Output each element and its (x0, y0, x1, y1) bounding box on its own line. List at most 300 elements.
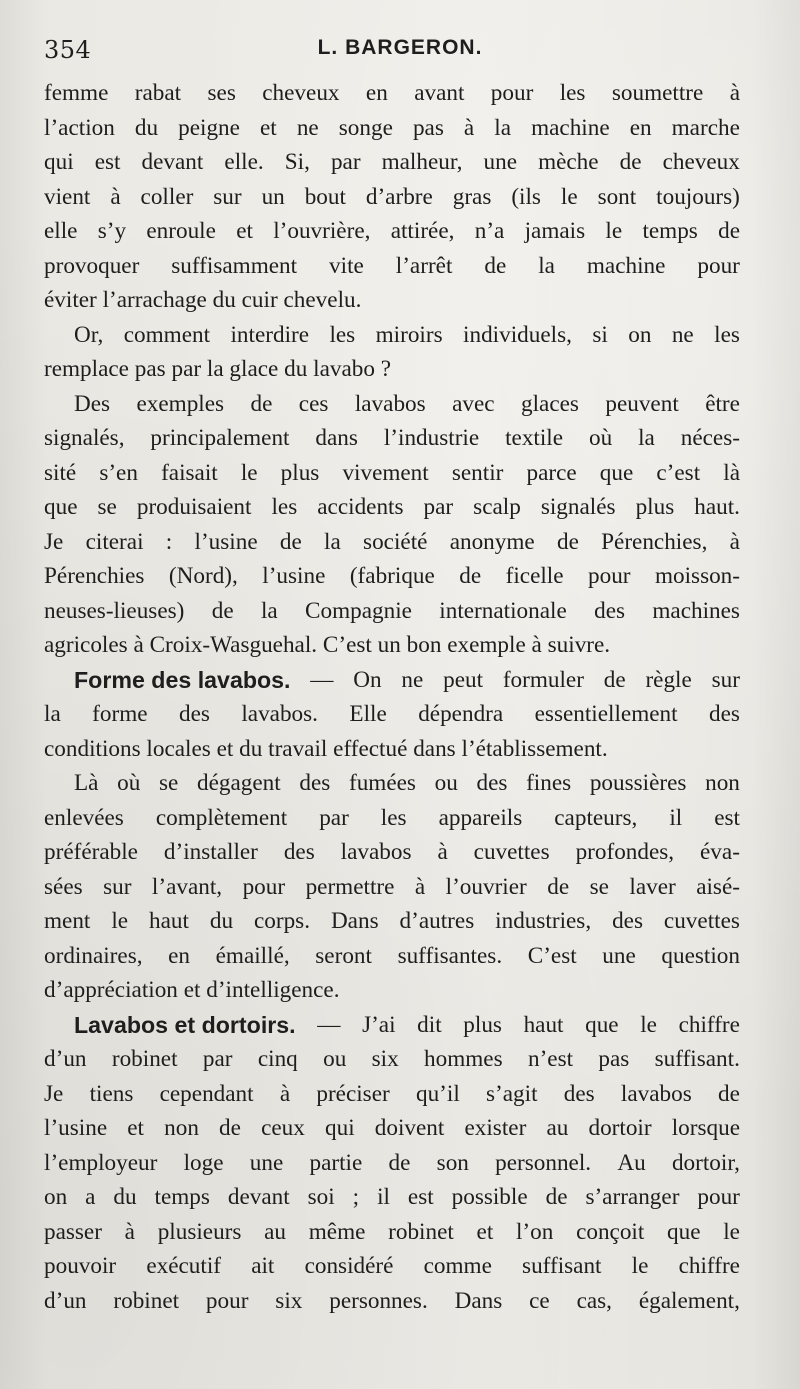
word: ce (529, 1287, 550, 1314)
word: d’appréciation (44, 977, 178, 1003)
word: suffisant. (654, 1046, 740, 1072)
word: des (283, 839, 315, 865)
word: Croix-Wasguehal. (149, 632, 318, 658)
word: à (124, 1218, 135, 1245)
word: parce (526, 459, 577, 486)
word: le (111, 908, 129, 934)
word: complètement (155, 804, 288, 831)
text-line (44, 973, 740, 1008)
word: ou (434, 770, 458, 796)
word: éviter (44, 287, 97, 313)
word: interdire (230, 321, 310, 348)
text-line (44, 387, 740, 422)
word: locales (146, 735, 211, 762)
text-line (44, 352, 740, 387)
word: n’a (474, 218, 505, 244)
text-line (44, 249, 740, 284)
word: passer (44, 1218, 102, 1245)
word: l’on (515, 1218, 554, 1245)
text-line (44, 766, 740, 801)
word: d’installer (163, 839, 258, 865)
text-line (44, 145, 740, 180)
word: cuvettes (663, 908, 740, 934)
word: le (631, 1253, 649, 1279)
text-line (44, 1042, 740, 1077)
word: l’ouvrier (445, 873, 527, 900)
word: suivre. (547, 632, 611, 658)
word: Pérenchies (44, 563, 145, 589)
text-line (44, 456, 740, 491)
word: ceux (261, 1115, 305, 1141)
running-head: L. BARGERON. (317, 36, 483, 59)
word: dortoir (588, 1115, 652, 1141)
word: cinq (257, 1046, 298, 1072)
word: sur (213, 183, 242, 210)
word: cheveux (662, 149, 740, 175)
word: poussières (589, 770, 687, 796)
word: corps. (253, 908, 310, 934)
word: personnel. (495, 1149, 592, 1176)
word: lavabos (354, 390, 426, 417)
word: plus (635, 494, 675, 520)
word: ait (251, 1253, 275, 1279)
word: plus (463, 1011, 502, 1038)
text-line (44, 1008, 740, 1043)
word: l’employeur (44, 1149, 158, 1176)
word: ne (296, 114, 319, 141)
word: même (308, 1218, 366, 1245)
word: émaillé, (215, 942, 290, 969)
section-heading: Forme des lavabos. (74, 666, 291, 693)
word: a (85, 1184, 96, 1210)
word: dortoir, (671, 1149, 740, 1176)
word: qui (44, 149, 74, 175)
word: ment (44, 908, 91, 934)
word: à (729, 528, 740, 555)
word: Je (44, 528, 64, 555)
word: ordinaires, (44, 942, 143, 969)
word: un (377, 632, 401, 658)
word: chiffre (678, 1253, 740, 1279)
text-line (44, 1180, 740, 1215)
word: là (723, 459, 740, 486)
text-line (44, 904, 740, 939)
word: par (202, 1046, 233, 1072)
word: et (476, 1218, 494, 1245)
word: cuvettes (473, 839, 550, 865)
word: non (705, 770, 740, 796)
word: du (113, 1184, 137, 1210)
word: d’intelligence. (206, 977, 340, 1003)
word: : (165, 528, 173, 555)
word: ou (323, 1046, 347, 1072)
word: du (134, 114, 159, 141)
word: soi (307, 1184, 335, 1210)
page-header (44, 32, 756, 66)
word: conditions (44, 735, 141, 762)
word: le (723, 1218, 740, 1245)
word: pour (697, 252, 740, 279)
text-line (44, 870, 740, 905)
word: d’autres (399, 908, 475, 934)
word: se (589, 873, 609, 900)
word: chiffre (678, 1011, 740, 1038)
word: formuler (502, 666, 584, 693)
word: à (279, 1080, 291, 1107)
word: peuvent (605, 390, 679, 417)
word: en (629, 114, 652, 141)
word: que (44, 494, 78, 520)
word: plusieurs (157, 1218, 242, 1245)
word: des (594, 597, 626, 624)
word: elle. (224, 149, 264, 175)
word: par (171, 356, 202, 382)
word: s’en (99, 459, 138, 486)
word: avec (452, 390, 495, 417)
word: on (44, 1184, 68, 1210)
word: qui (325, 1115, 355, 1141)
word: la (260, 597, 278, 624)
word: essentiellement (534, 701, 678, 727)
word: peigne (178, 114, 240, 141)
word: (Nord), (168, 563, 238, 589)
word: et (236, 218, 253, 244)
word: l’ouvrière, (273, 218, 371, 244)
word: glaces (521, 390, 579, 417)
word: travail (268, 735, 328, 762)
word: machine (586, 252, 666, 279)
word: produisaient (136, 494, 252, 520)
word: en (168, 942, 191, 969)
text-line (44, 1284, 740, 1319)
word: glace (229, 356, 279, 382)
word: il (669, 804, 683, 831)
word: à (437, 839, 448, 865)
word: profondes, (575, 839, 675, 865)
word: Je (44, 1080, 64, 1107)
word: l’arrachage (102, 287, 207, 313)
word: le (560, 183, 578, 210)
word: temps (154, 1184, 210, 1210)
word: la (638, 425, 655, 451)
word: possible (451, 1184, 528, 1210)
word: capteurs, (554, 804, 638, 831)
word: pour (490, 80, 534, 106)
word: soumettre (611, 80, 704, 106)
word: seront (315, 942, 372, 969)
word: Si, (284, 149, 310, 175)
word: sées (44, 873, 83, 900)
word: marche (671, 114, 740, 141)
word: toujours) (656, 183, 740, 210)
word: effectué (333, 735, 408, 762)
word: personnes. (329, 1287, 428, 1314)
text-line (44, 939, 740, 974)
word: vient (44, 183, 91, 210)
text-line (44, 732, 740, 767)
text-line (44, 283, 740, 318)
word: lavabos. (241, 701, 318, 727)
text-line (44, 1249, 740, 1284)
word: — (310, 666, 334, 693)
word: robinet (111, 1046, 178, 1072)
word: — (317, 1011, 341, 1038)
word: par (319, 804, 349, 831)
word: de (279, 528, 302, 555)
text-line (44, 76, 740, 111)
word: en (365, 80, 388, 106)
word: haut (523, 1011, 564, 1038)
word: on (628, 321, 652, 348)
word: vite (329, 252, 364, 279)
word: loge (183, 1149, 224, 1176)
word: n’est (527, 1046, 574, 1072)
word: appareils (438, 804, 523, 831)
word: ; (352, 1184, 360, 1210)
word: comment (123, 321, 211, 348)
page-number: 354 (44, 36, 92, 64)
word: peut (443, 666, 484, 693)
word: enlevées (44, 804, 124, 831)
word: son (436, 1149, 469, 1176)
word: comme (423, 1253, 492, 1279)
word: ces (298, 390, 329, 417)
word: C’est (322, 632, 372, 658)
word: de (219, 1115, 241, 1141)
word: permettre (305, 873, 395, 900)
word: l’industrie (383, 425, 480, 451)
word: neuses-lieuses) (44, 597, 185, 624)
word: l’arrêt (395, 252, 453, 279)
word: faisait (161, 459, 218, 486)
word: lorsque (671, 1115, 740, 1141)
text-line (44, 111, 740, 146)
word: doivent (374, 1115, 445, 1141)
word: dit (417, 1011, 442, 1038)
word: c’est (656, 459, 701, 486)
text-line (44, 1077, 740, 1112)
word: au (546, 1115, 569, 1141)
word: l’usine (44, 1115, 108, 1141)
word: est (407, 1184, 434, 1210)
word: et (260, 114, 277, 141)
word: exemple (447, 632, 526, 658)
word: qu’il (415, 1080, 460, 1107)
word: exemples (136, 390, 225, 417)
word: des (563, 1080, 595, 1107)
word: la (324, 528, 341, 555)
word: elle (44, 218, 78, 244)
word: gras (452, 183, 492, 210)
word: que (599, 459, 634, 486)
word: remplace (44, 356, 129, 382)
word: société (363, 528, 428, 555)
word: une (483, 149, 517, 175)
word: de (211, 597, 234, 624)
word: à (729, 80, 740, 106)
word: de (545, 1184, 568, 1210)
word: question (661, 942, 740, 969)
word: se (159, 770, 179, 796)
word: Or, (74, 321, 104, 348)
word: signalés (540, 494, 616, 520)
word: agricoles (44, 632, 128, 658)
word: machines (652, 597, 740, 624)
word: haut. (694, 494, 740, 520)
word: dans (315, 425, 358, 451)
word: cas, (576, 1287, 612, 1314)
word: Compagnie (305, 597, 412, 624)
word: textile (505, 425, 564, 451)
word: des (476, 770, 508, 796)
word: conçoit (576, 1218, 645, 1245)
word: devant (141, 149, 204, 175)
word: l’action (44, 114, 115, 141)
text-line (44, 594, 740, 629)
text-line (44, 559, 740, 594)
word: être (705, 390, 740, 417)
word: préciser (316, 1080, 390, 1107)
word: de (250, 390, 273, 417)
word: cependant (159, 1080, 254, 1107)
word: robinet (113, 1287, 180, 1314)
word: ne (671, 321, 694, 348)
word: vivement (342, 459, 429, 486)
word: exister (464, 1115, 527, 1141)
text-line (44, 180, 740, 215)
word: des (178, 701, 210, 727)
word: pour (588, 563, 631, 589)
word: hommes (424, 1046, 503, 1072)
word: des (709, 701, 740, 727)
word: du (284, 356, 308, 382)
word: pour (205, 1287, 249, 1314)
word: non (164, 1115, 199, 1141)
word: les (559, 80, 586, 106)
word: Là (74, 770, 99, 796)
word: si (592, 321, 608, 348)
word: six (371, 1046, 399, 1072)
word: suffisantes. (397, 942, 503, 969)
word: pouvoir (44, 1253, 117, 1279)
word: pas (412, 114, 444, 141)
word: il (377, 1184, 390, 1210)
word: que (585, 1011, 619, 1038)
word: On (353, 666, 382, 693)
word: machine (531, 114, 610, 141)
text-line (44, 801, 740, 836)
text-line (44, 318, 740, 353)
word: du (209, 908, 234, 934)
word: sentir (451, 459, 504, 486)
word: Elle (349, 701, 387, 727)
text-line (44, 663, 740, 698)
word: de (718, 218, 740, 244)
word: coller (140, 183, 194, 210)
word: attirée, (390, 218, 455, 244)
section-heading: Lavabos et dortoirs. (74, 1011, 296, 1038)
word: du (239, 735, 263, 762)
word: tiens (89, 1080, 134, 1107)
word: au (264, 1218, 287, 1245)
word: par (423, 494, 454, 520)
word: où (117, 770, 141, 796)
word: signalés, (44, 425, 125, 451)
word: ses (207, 80, 236, 106)
word: une (249, 1149, 284, 1176)
text-line (44, 697, 740, 732)
word: (ils (511, 183, 541, 210)
word: lavabo (313, 356, 375, 382)
word: sité (44, 459, 77, 486)
word: l’usine (194, 528, 258, 555)
word: sont (597, 183, 637, 210)
word: les (271, 494, 298, 520)
word: provoquer (44, 252, 140, 279)
word: pour (242, 873, 286, 900)
word: principalement (150, 425, 290, 451)
word: un (261, 183, 285, 210)
word: par (330, 149, 361, 175)
word: sur (103, 873, 132, 900)
word: chevelu. (283, 287, 362, 313)
word: s’arranger (585, 1184, 680, 1210)
word: s’agit (486, 1080, 538, 1107)
word: plus (280, 459, 320, 486)
word: une (602, 942, 636, 969)
word: ne (401, 666, 424, 693)
word: malheur, (381, 149, 463, 175)
word: rabat (134, 80, 182, 106)
word: à (463, 114, 475, 141)
word: où (588, 425, 613, 451)
word: les (329, 321, 356, 348)
word: et (216, 735, 234, 762)
word: fumées (348, 770, 416, 796)
word: éva- (700, 839, 740, 865)
word: d’un (44, 1287, 87, 1314)
word: d’un (44, 1046, 87, 1072)
word: l’usine (262, 563, 326, 589)
word: Des (74, 390, 111, 417)
word: règle (645, 666, 692, 693)
word: six (275, 1287, 303, 1314)
word: également, (638, 1287, 740, 1314)
body-text (44, 76, 740, 1318)
word: la (206, 356, 224, 382)
text-line (44, 525, 740, 560)
word: de (547, 873, 570, 900)
word: la (44, 701, 61, 727)
word: est (94, 149, 121, 175)
word: préférable (44, 839, 138, 865)
word: à (133, 632, 144, 658)
word: (fabrique (349, 563, 435, 589)
word: considéré (304, 1253, 394, 1279)
word: robinet (388, 1218, 454, 1245)
word: bout (304, 183, 346, 210)
word: la (494, 114, 512, 141)
word: pas (598, 1046, 630, 1072)
word: temps (642, 218, 698, 244)
word: le (640, 1011, 657, 1038)
word: suffisant (522, 1253, 602, 1279)
word: femme (44, 80, 109, 106)
word: et (127, 1115, 144, 1141)
word: à (110, 183, 121, 210)
word: les (380, 804, 407, 831)
word: fines (526, 770, 572, 796)
